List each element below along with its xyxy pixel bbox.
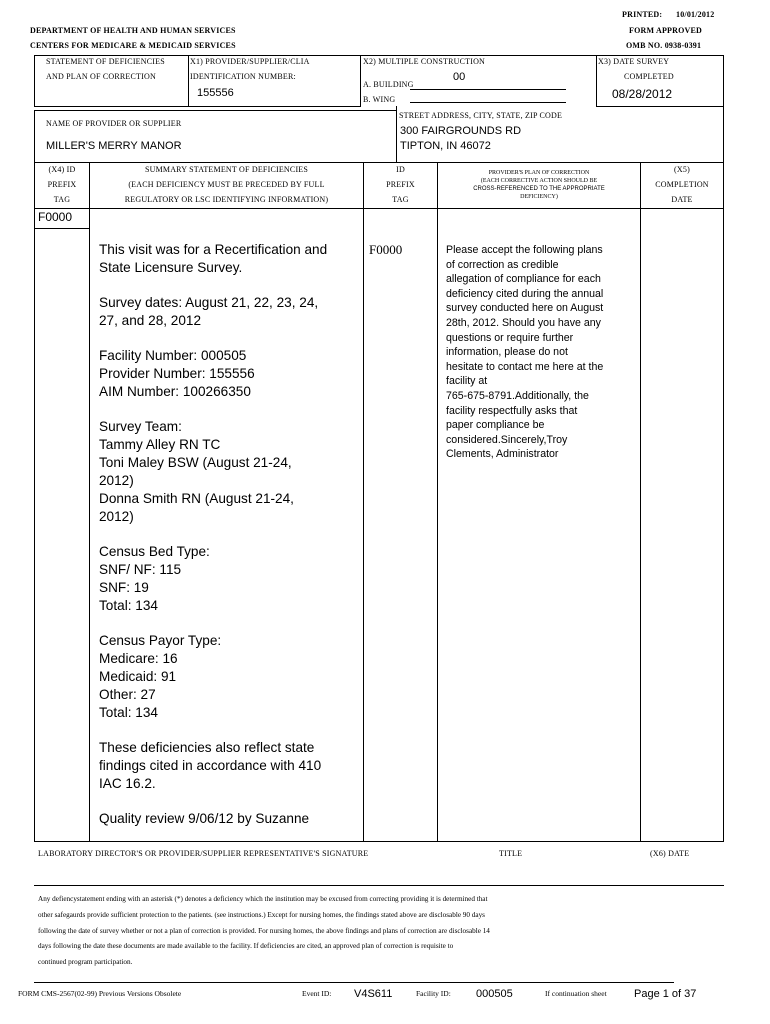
col-div-3	[437, 162, 438, 842]
provider-box-divider	[396, 106, 397, 162]
event-id-value: V4S611	[354, 988, 393, 1000]
wing-line	[410, 102, 566, 103]
summary-paragraph: This visit was for a Recertification and State Licensure Survey.	[99, 242, 328, 275]
facility-id-value: 000505	[476, 988, 513, 1000]
footer-rule	[34, 982, 674, 983]
table-left-border	[34, 162, 35, 842]
top-box-left-border	[34, 55, 35, 107]
survey-completed-date: 08/28/2012	[612, 87, 673, 101]
provider-box-top	[34, 110, 397, 111]
footnote-line-1: Any defiencystatement ending with an asterisk (*) denotes a deficiency which the institution may be excused from correcting providing it is determined that	[38, 895, 488, 903]
col-div-2	[363, 162, 364, 842]
prefix-tag-underline	[34, 228, 90, 229]
provider-name-label: NAME OF PROVIDER OR SUPPLIER	[46, 119, 182, 128]
divider-x3	[596, 55, 597, 107]
address-line-1: 300 FAIRGROUNDS RD	[400, 125, 522, 137]
summary-paragraph: Quality review 9/06/12 by Suzanne	[99, 811, 310, 826]
provider-box-left	[34, 110, 35, 162]
id-header-3: TAG	[392, 195, 409, 204]
department-name: DEPARTMENT OF HEALTH AND HUMAN SERVICES	[30, 26, 236, 35]
x3-bottom-border	[596, 106, 724, 107]
id-header-1: ID	[396, 165, 405, 174]
plan-header-2: (EACH CORRECTIVE ACTION SHOULD BE	[480, 178, 598, 184]
plan-header-1: PROVIDER'S PLAN OF CORRECTION	[488, 170, 590, 176]
x2-label: X2) MULTIPLE CONSTRUCTION	[363, 57, 486, 66]
plan-header-3: CROSS-REFERENCED TO THE APPROPRIATE	[473, 186, 605, 192]
table-header-border	[34, 208, 724, 209]
signature-label: LABORATORY DIRECTOR'S OR PROVIDER/SUPPLIER REPRESENTATIVE'S SIGNATURE	[38, 849, 369, 858]
summary-paragraph: These deficiencies also reflect state findings cited in accordance with 410 IAC 16.2.	[99, 740, 322, 791]
address-label: STREET ADDRESS, CITY, STATE, ZIP CODE	[399, 111, 563, 120]
plan-of-correction: Please accept the following plans of correction as credible allegation of compliance for each deficiency cited during the annual survey conducted here on August 28th, 2012. Should you have any questions or require further information, please do not hesitate to contact me here at the facility at 765-675-8791.Additionally, the facility respectfully asks that paper compliance be considered.Sincerely,Troy Clements, Administrator	[446, 244, 604, 461]
prefix-tag-left: F0000	[38, 210, 73, 224]
prefix-tag-right: F0000	[369, 242, 403, 257]
summary-paragraph: Survey dates: August 21, 22, 23, 24, 27, and 28, 2012	[99, 295, 319, 328]
x5-header-3: DATE	[671, 195, 693, 204]
top-box-mid-border	[34, 106, 360, 107]
x4-header-1: (X4) ID	[48, 165, 76, 174]
continuation-label: If continuation sheet	[545, 989, 607, 998]
summary-paragraph: Facility Number: 000505 Provider Number: 155556 AIM Number: 100266350	[99, 348, 255, 399]
table-top-border	[34, 162, 724, 163]
x1-label-1: X1) PROVIDER/SUPPLIER/CLIA	[190, 57, 310, 66]
table-right-border	[723, 162, 724, 842]
statement-label-2: AND PLAN OF CORRECTION	[46, 72, 156, 81]
plan-header-4: DEFICIENCY)	[520, 194, 558, 200]
top-box-right-border	[723, 55, 724, 162]
building-label: A. BUILDING	[363, 80, 414, 89]
footnote-line-2: other safegaurds provide sufficient protection to the patients. (see instructions.) Except for nursing homes, the findings stated above are disclosable 90 days	[38, 911, 485, 919]
summary-statement	[99, 241, 361, 845]
form-approved: FORM APPROVED	[629, 26, 703, 35]
x3-label-1: X3) DATE SURVEY	[598, 57, 670, 66]
omb-number: OMB NO. 0938-0391	[626, 41, 702, 50]
summary-header-1: SUMMARY STATEMENT OF DEFICIENCIES	[144, 165, 309, 174]
footnote-line-4: days following the date these documents are made available to the facility. If deficiencies are cited, an approved plan of correction is requisite to	[38, 942, 454, 950]
divider-x1	[188, 55, 189, 107]
footnote-line-3: following the date of survey whether or not a plan of correction is provided. For nursing homes, the above findings and plans of correction are disclosable 14	[38, 927, 490, 935]
divider-x2	[360, 55, 361, 107]
statement-label-1: STATEMENT OF DEFICIENCIES	[46, 57, 165, 66]
summary-header-2: (EACH DEFICIENCY MUST BE PRECEDED BY FULL	[128, 180, 325, 189]
facility-id-label: Facility ID:	[416, 989, 451, 998]
x4-header-2: PREFIX	[47, 180, 77, 189]
col-div-4	[640, 162, 641, 842]
printed-label: PRINTED:	[622, 10, 663, 19]
x5-header-2: COMPLETION	[655, 180, 709, 189]
provider-name-value: MILLER'S MERRY MANOR	[46, 140, 182, 152]
summary-paragraph: Census Payor Type: Medicare: 16 Medicaid: 91 Other: 27 Total: 134	[99, 633, 222, 720]
signature-date-label: (X6) DATE	[650, 849, 690, 858]
building-line	[410, 89, 566, 90]
address-line-2: TIPTON, IN 46072	[400, 140, 491, 152]
x5-header-1: (X5)	[674, 165, 690, 174]
footnote-line-5: continued program participation.	[38, 958, 133, 966]
top-box-top-border	[34, 55, 724, 56]
centers-name: CENTERS FOR MEDICARE & MEDICAID SERVICES	[30, 41, 236, 50]
x4-header-3: TAG	[53, 195, 71, 204]
title-label: TITLE	[499, 849, 523, 858]
col-div-1	[89, 162, 90, 842]
summary-header-3: REGULATORY OR LSC IDENTIFYING INFORMATION)	[124, 195, 329, 204]
form-number: FORM CMS-2567(02-99) Previous Versions Obsolete	[18, 989, 182, 998]
summary-paragraph: Survey Team: Tammy Alley RN TC Toni Maley BSW (August 21-24, 2012) Donna Smith RN (August 21-24, 2012)	[99, 419, 294, 524]
summary-paragraph: Census Bed Type: SNF/ NF: 115 SNF: 19 Total: 134	[99, 544, 210, 613]
provider-id-value: 155556	[197, 87, 234, 99]
id-header-2: PREFIX	[386, 180, 415, 189]
x1-label-2: IDENTIFICATION NUMBER:	[190, 72, 296, 81]
wing-label: B. WING	[363, 95, 396, 104]
event-id-label: Event ID:	[302, 989, 332, 998]
page-number: Page 1 of 37	[634, 988, 697, 1000]
x3-label-2: COMPLETED	[624, 72, 674, 81]
multiple-construction-value: 00	[453, 71, 466, 83]
printed-date: 10/01/2012	[676, 10, 715, 19]
signature-bottom-line	[34, 885, 724, 886]
